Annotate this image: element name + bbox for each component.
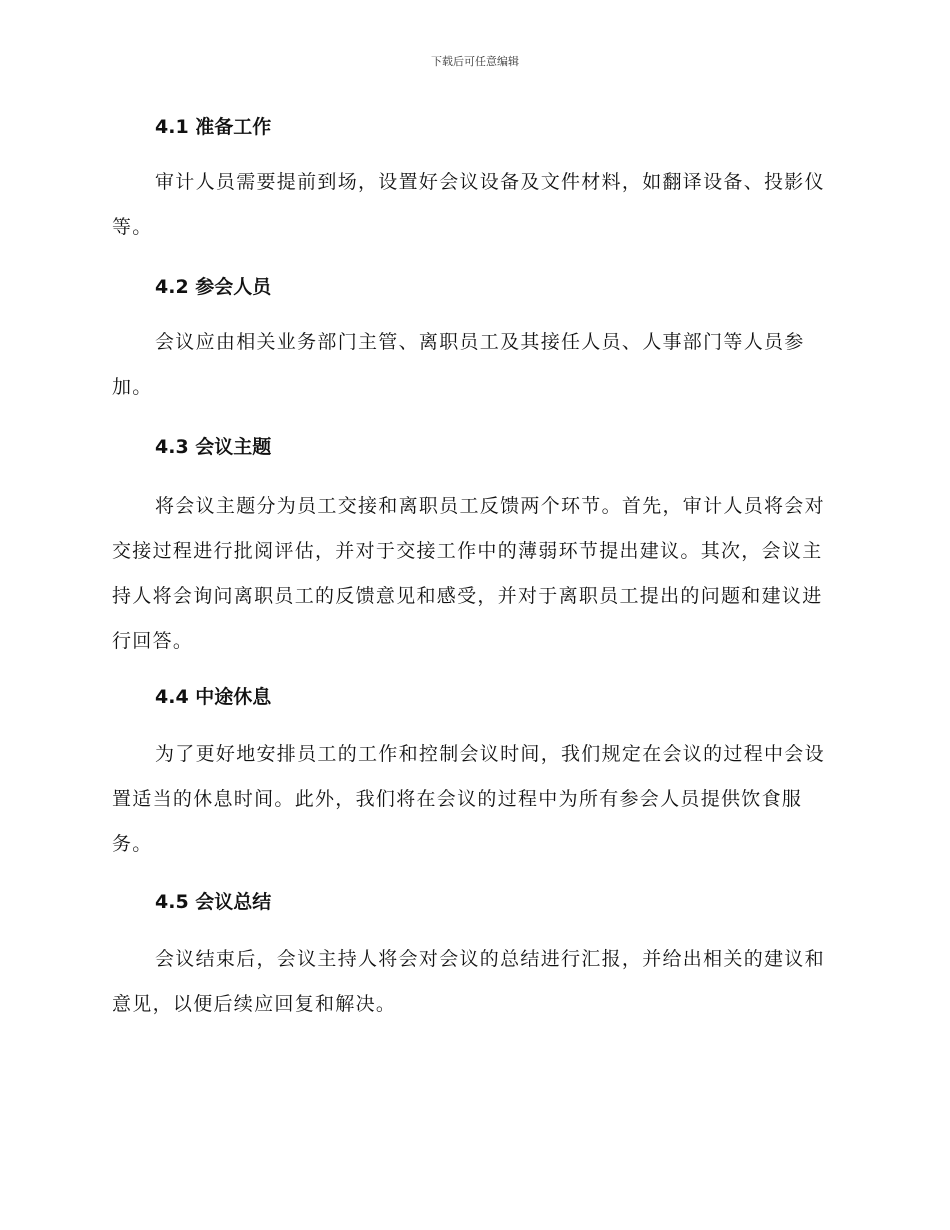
- section-body-4-1: 审计人员需要提前到场，设置好会议设备及文件材料，如翻译设备、投影仪等。: [112, 171, 825, 238]
- section-heading-4-1: 4.1 准备工作: [155, 116, 272, 138]
- section-heading-4-3: 4.3 会议主题: [155, 436, 272, 458]
- section-heading-4-2: 4.2 参会人员: [155, 276, 272, 298]
- page-header: 下载后可任意编辑: [431, 55, 519, 68]
- section-body-4-4: 为了更好地安排员工的工作和控制会议时间，我们规定在会议的过程中会设置适当的休息时间。此外，我们将在会议的过程中为所有参会人员提供饮食服务。: [112, 743, 825, 855]
- section-body-4-5: 会议结束后，会议主持人将会对会议的总结进行汇报，并给出相关的建议和意见，以便后续应回复和解决。: [112, 948, 825, 1015]
- section-heading-4-5: 4.5 会议总结: [155, 891, 272, 913]
- section-body-4-3: 将会议主题分为员工交接和离职员工反馈两个环节。首先，审计人员将会对交接过程进行批阅评估，并对于交接工作中的薄弱环节提出建议。其次，会议主持人将会询问离职员工的反馈意见和感受，并对于离职员工提出的问题和建议进行回答。: [112, 495, 825, 652]
- section-heading-4-4: 4.4 中途休息: [155, 686, 272, 708]
- section-body-4-2: 会议应由相关业务部门主管、离职员工及其接任人员、人事部门等人员参加。: [112, 331, 805, 398]
